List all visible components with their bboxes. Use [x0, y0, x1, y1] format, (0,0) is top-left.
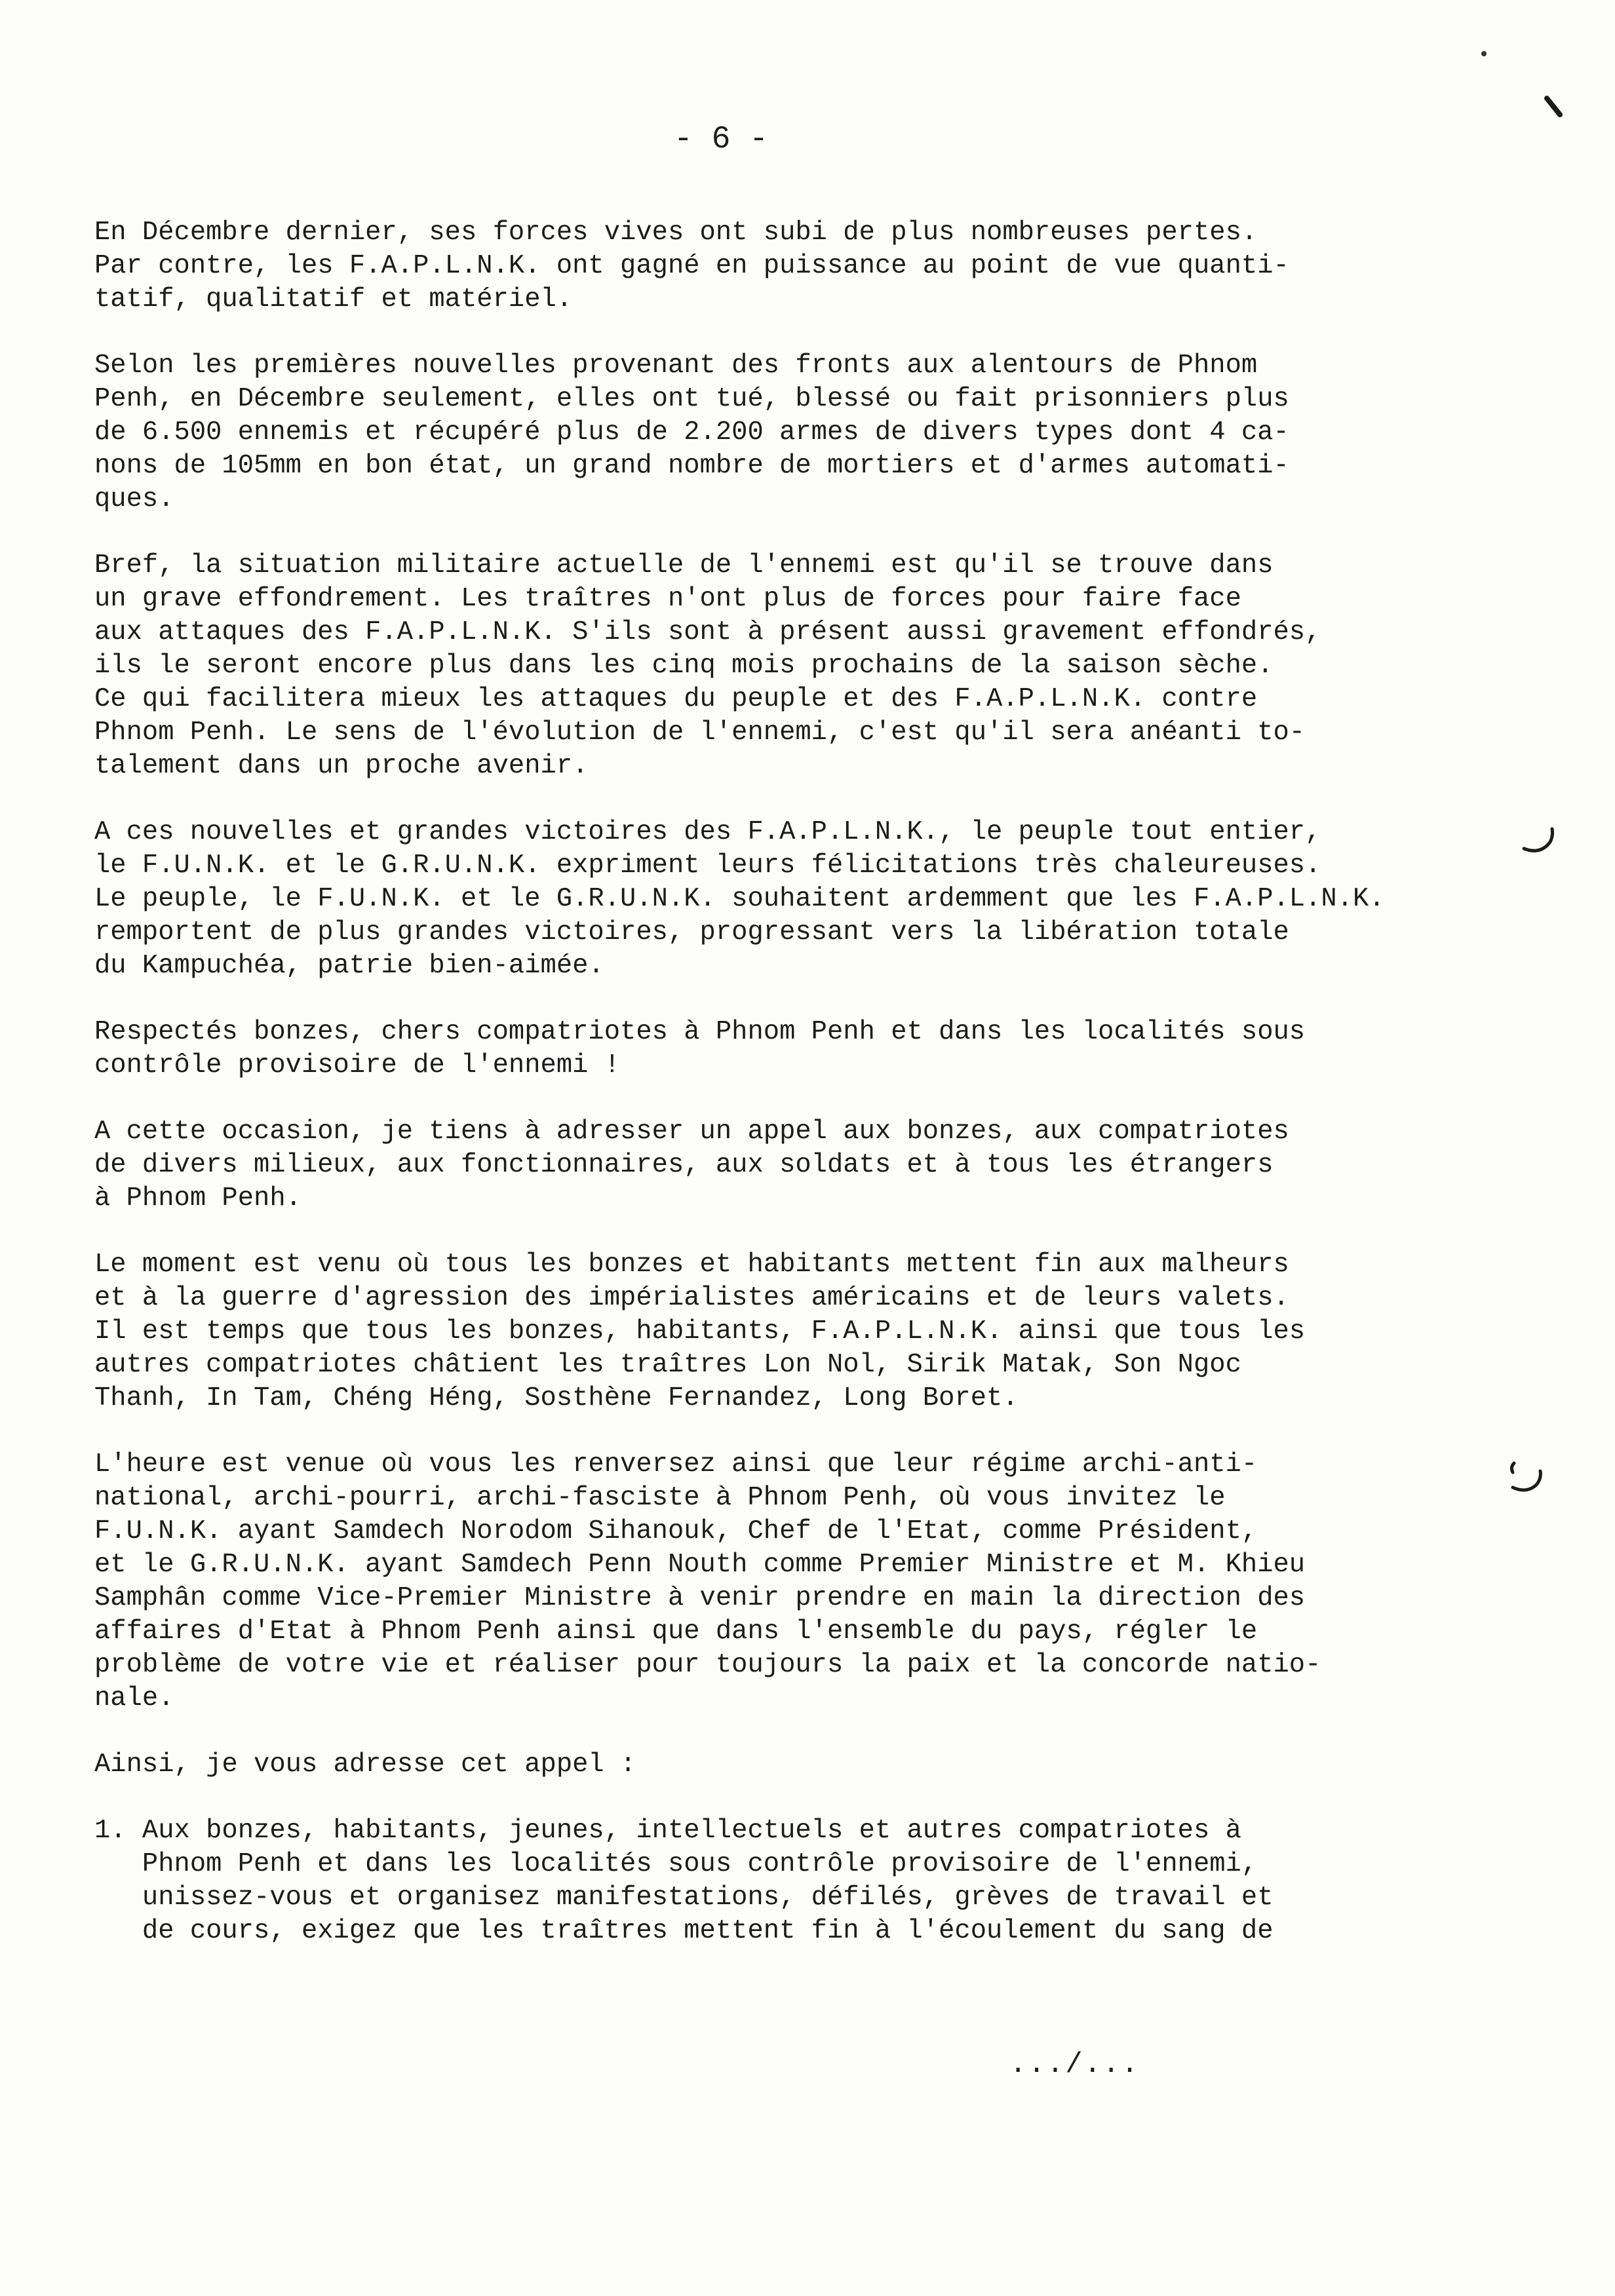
text-line: autres compatriotes châtient les traîtres Lon Nol, Sirik Matak, Son Ngoc — [94, 1350, 1241, 1380]
margin-check-mark — [1508, 1458, 1547, 1497]
text-line: de 6.500 ennemis et récupéré plus de 2.200 armes de divers types dont 4 ca- — [94, 417, 1289, 448]
text-line: Phnom Penh et dans les localités sous contrôle provisoire de l'ennemi, — [94, 1849, 1258, 1879]
paragraph — [94, 1016, 1458, 1082]
paragraph — [94, 1248, 1458, 1415]
paragraph — [94, 549, 1458, 783]
text-line: talement dans un proche avenir. — [94, 751, 589, 781]
text-line: de divers milieux, aux fonctionnaires, aux soldats et à tous les étrangers — [94, 1150, 1274, 1180]
text-line: à Phnom Penh. — [94, 1183, 302, 1214]
text-line: national, archi-pourri, archi-fasciste à Phnom Penh, où vous invitez le — [94, 1483, 1226, 1513]
document-body — [94, 216, 1458, 1981]
text-line: Il est temps que tous les bonzes, habitants, F.A.P.L.N.K. ainsi que tous les — [94, 1316, 1306, 1347]
text-line: de cours, exigez que les traîtres mettent fin à l'écoulement du sang de — [94, 1916, 1274, 1946]
text-line: unissez-vous et organisez manifestations, défilés, grèves de travail et — [94, 1883, 1274, 1913]
text-line: Thanh, In Tam, Chéng Héng, Sosthène Fernandez, Long Boret. — [94, 1383, 1019, 1413]
text-line: un grave effondrement. Les traîtres n'ont plus de forces pour faire face — [94, 584, 1241, 614]
text-line: Respectés bonzes, chers compatriotes à Phnom Penh et dans les localités sous — [94, 1017, 1306, 1047]
text-line: tatif, qualitatif et matériel. — [94, 284, 573, 315]
text-line: aux attaques des F.A.P.L.N.K. S'ils sont à présent aussi gravement effondrés, — [94, 617, 1321, 647]
text-line: Ainsi, je vous adresse cet appel : — [94, 1750, 636, 1780]
paragraph — [94, 1448, 1458, 1715]
text-line: et le G.R.U.N.K. ayant Samdech Penn Nouth comme Premier Ministre et M. Khieu — [94, 1550, 1306, 1580]
corner-mark — [1534, 85, 1573, 124]
text-line: Samphân comme Vice-Premier Ministre à venir prendre en main la direction des — [94, 1583, 1306, 1613]
text-line: F.U.N.K. ayant Samdech Norodom Sihanouk, Chef de l'Etat, comme Président, — [94, 1516, 1258, 1546]
text-line: Selon les premières nouvelles provenant des fronts aux alentours de Phnom — [94, 351, 1258, 381]
scan-speck — [1481, 51, 1487, 56]
text-line: Penh, en Décembre seulement, elles ont tué, blessé ou fait prisonniers plus — [94, 384, 1289, 414]
margin-check-mark — [1521, 819, 1560, 858]
text-line: ils le seront encore plus dans les cinq mois prochains de la saison sèche. — [94, 651, 1274, 681]
text-line: contrôle provisoire de l'ennemi ! — [94, 1050, 621, 1081]
text-line: Par contre, les F.A.P.L.N.K. ont gagné en puissance au point de vue quanti- — [94, 251, 1289, 281]
text-line: nons de 105mm en bon état, un grand nombre de mortiers et d'armes automati- — [94, 451, 1289, 481]
text-line: En Décembre dernier, ses forces vives ont subi de plus nombreuses pertes. — [94, 218, 1258, 248]
text-line: L'heure est venue où vous les renversez ainsi que leur régime archi-anti- — [94, 1449, 1258, 1480]
paragraph — [94, 816, 1458, 983]
text-line: 1. Aux bonzes, habitants, jeunes, intellectuels et autres compatriotes à — [94, 1816, 1241, 1846]
continuation-mark: .../... — [1009, 2048, 1140, 2081]
page-number: - 6 - — [673, 122, 769, 157]
text-line: du Kampuchéa, patrie bien-aimée. — [94, 951, 604, 981]
text-line: nale. — [94, 1683, 174, 1713]
text-line: Bref, la situation militaire actuelle de l'ennemi est qu'il se trouve dans — [94, 550, 1274, 581]
text-line: affaires d'Etat à Phnom Penh ainsi que dans l'ensemble du pays, régler le — [94, 1617, 1258, 1647]
text-line: problème de votre vie et réaliser pour toujours la paix et la concorde natio- — [94, 1650, 1321, 1680]
text-line: Le peuple, le F.U.N.K. et le G.R.U.N.K. souhaitent ardemment que les F.A.P.L.N.K. — [94, 884, 1385, 914]
paragraph — [94, 1748, 1458, 1782]
text-line: Le moment est venu où tous les bonzes et habitants mettent fin aux malheurs — [94, 1250, 1289, 1280]
text-line: Ce qui facilitera mieux les attaques du peuple et des F.A.P.L.N.K. contre — [94, 684, 1258, 714]
paragraph — [94, 349, 1458, 516]
text-line: A cette occasion, je tiens à adresser un appel aux bonzes, aux compatriotes — [94, 1117, 1289, 1147]
text-line: A ces nouvelles et grandes victoires des F.A.P.L.N.K., le peuple tout entier, — [94, 817, 1321, 847]
paragraph — [94, 216, 1458, 316]
text-line: Phnom Penh. Le sens de l'évolution de l'ennemi, c'est qu'il sera anéanti to- — [94, 718, 1306, 748]
text-line: ques. — [94, 484, 174, 514]
paragraph — [94, 1115, 1458, 1215]
text-line: remportent de plus grandes victoires, progressant vers la libération totale — [94, 917, 1289, 947]
text-line: le F.U.N.K. et le G.R.U.N.K. expriment leurs félicitations très chaleureuses. — [94, 851, 1321, 881]
text-line: et à la guerre d'agression des impérialistes américains et de leurs valets. — [94, 1283, 1289, 1313]
list-item — [94, 1814, 1458, 1948]
